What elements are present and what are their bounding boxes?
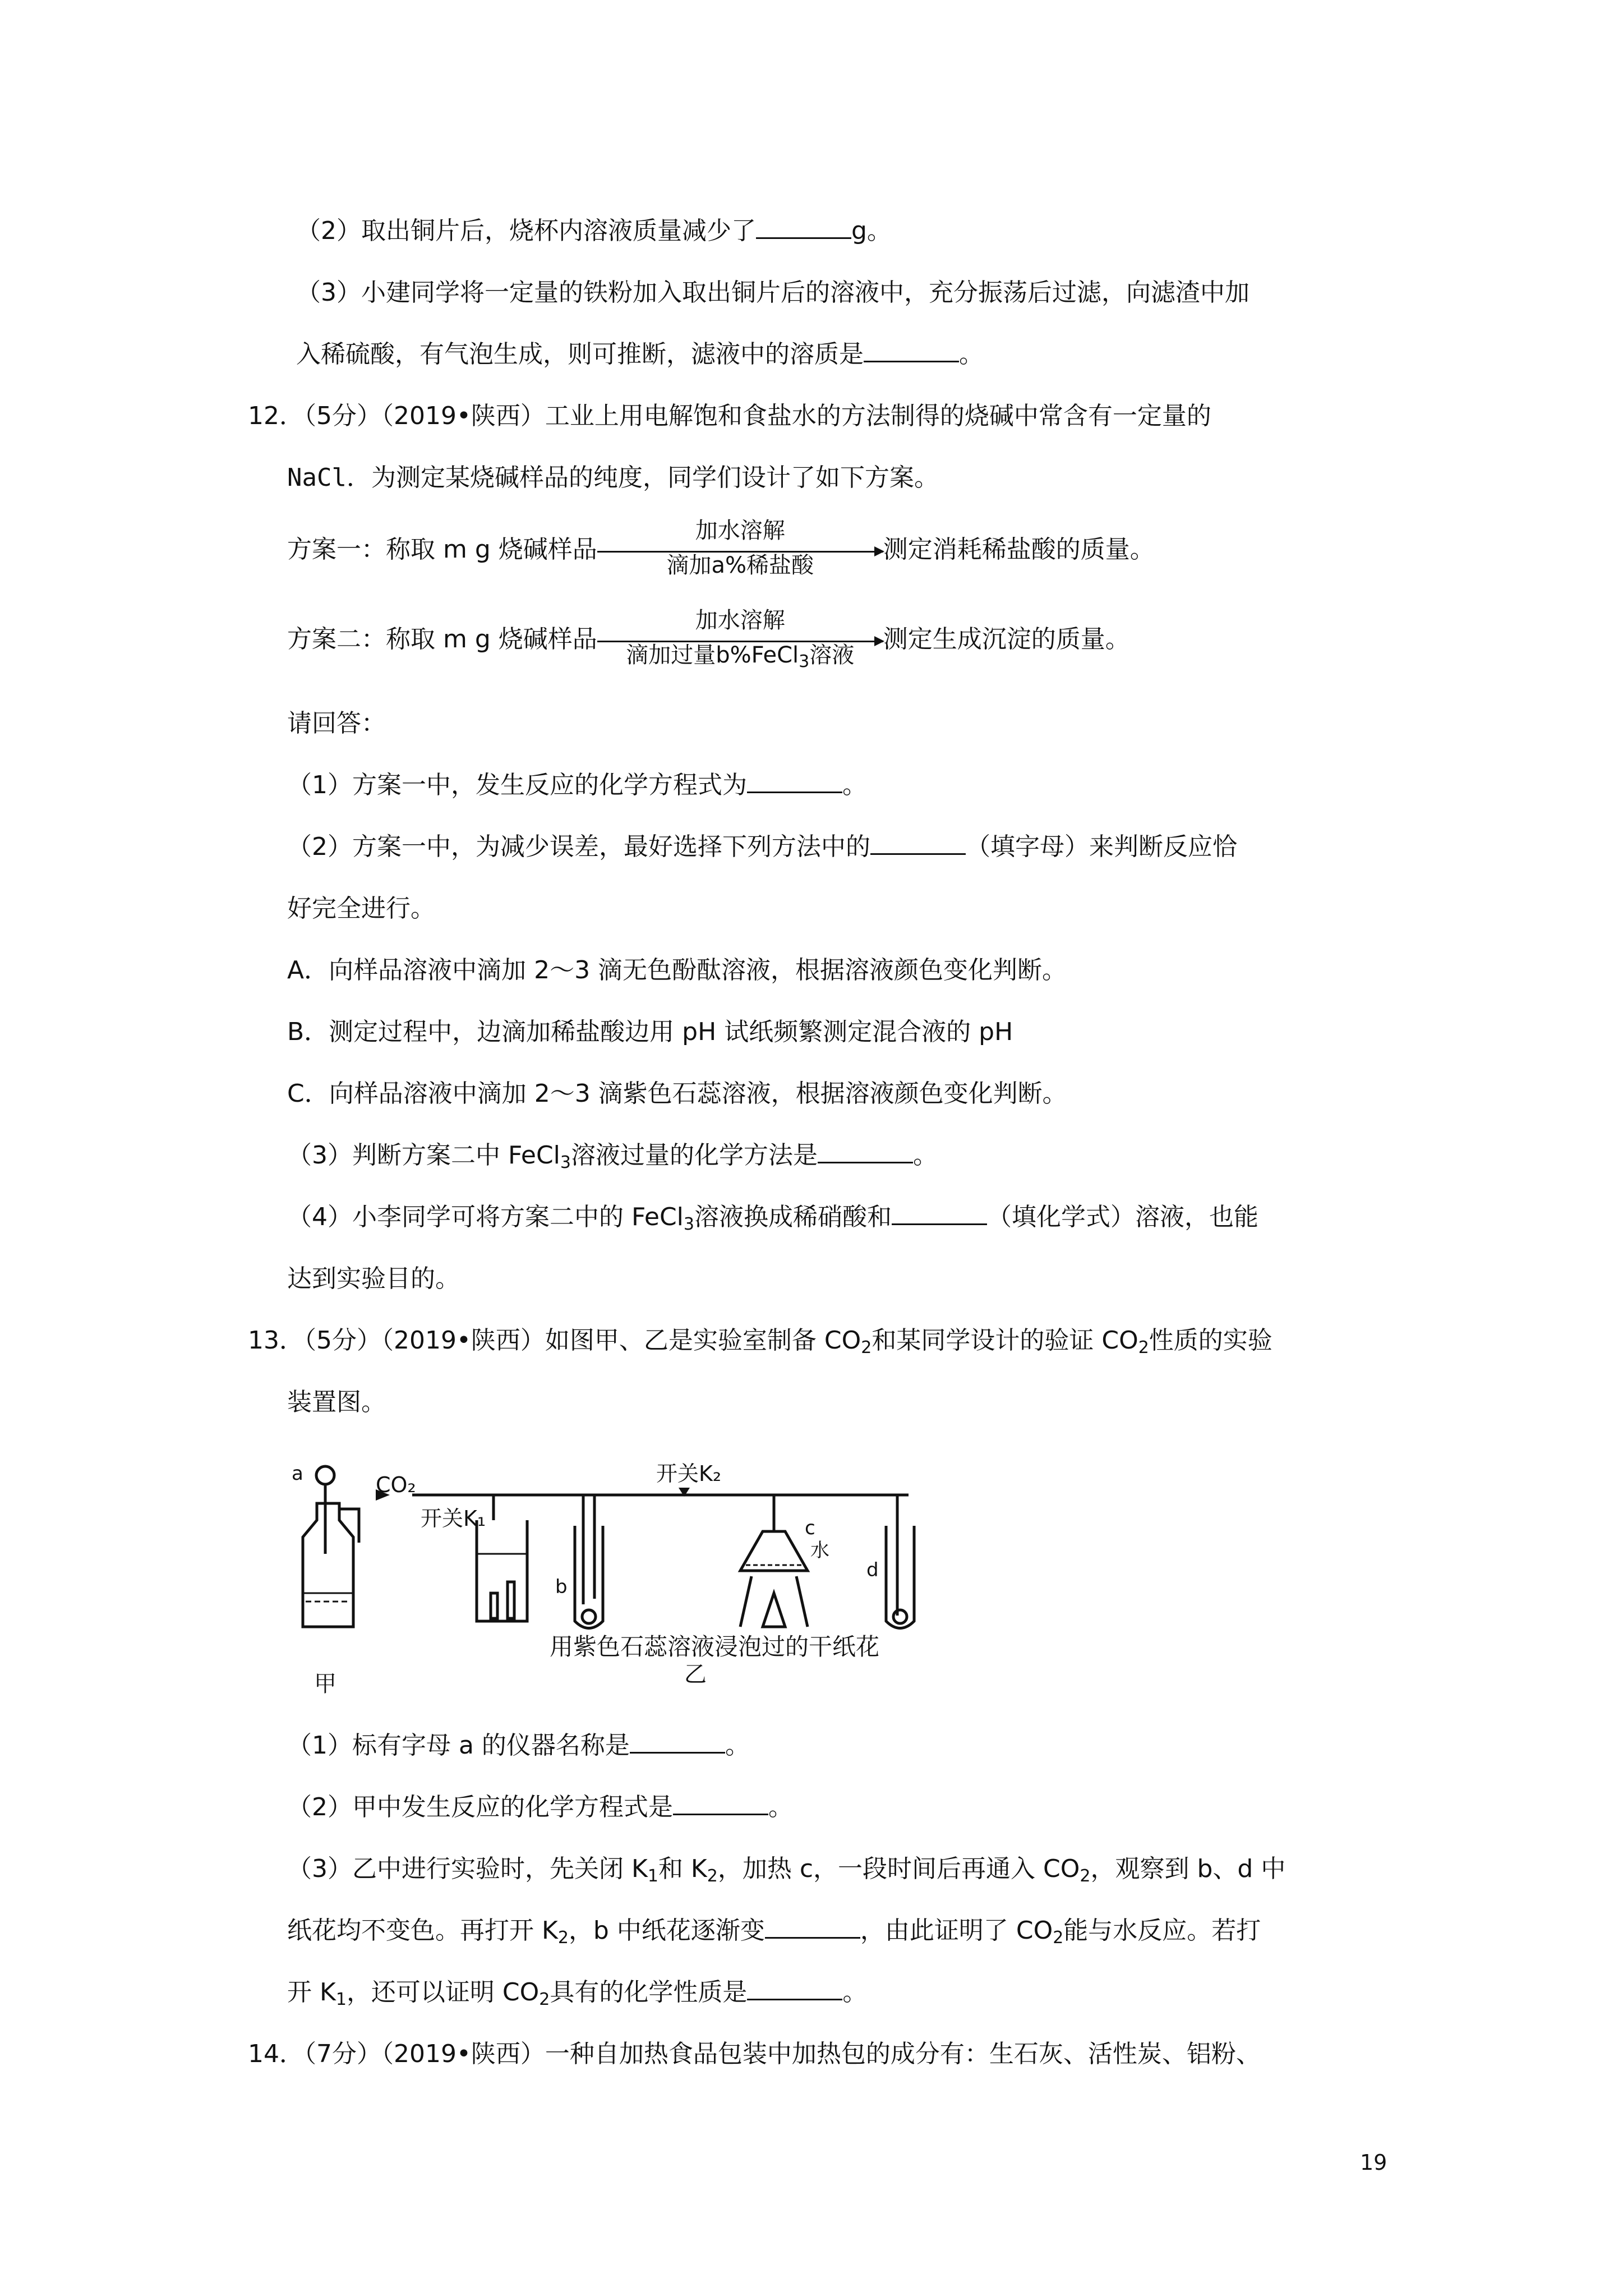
option-a: A．向样品溶液中滴加 2～3 滴无色酚酞溶液，根据溶液颜色变化判断。: [287, 956, 1067, 984]
answer-blank[interactable]: [673, 1791, 768, 1815]
label-a: a: [292, 1462, 303, 1485]
test-tube-d: [886, 1526, 914, 1628]
q12-part2: （2）方案一中，为减少误差，最好选择下列方法中的 （填字母）来判断反应恰: [287, 830, 1237, 864]
reaction-arrow: 加水溶解 滴加a%稀盐酸: [597, 534, 883, 568]
candle: [491, 1593, 497, 1618]
caption-jia: 甲: [314, 1671, 336, 1694]
alcohol-lamp: [763, 1593, 785, 1627]
label-k2: 开关K₂: [656, 1461, 722, 1486]
label-co2: CO₂: [376, 1473, 416, 1497]
answer-blank[interactable]: [747, 769, 842, 793]
answer-blank[interactable]: [756, 215, 851, 239]
plan-one: 方案一：称取 m g 烧碱样品 加水溶解 滴加a%稀盐酸 测定消耗稀盐酸的质量。: [287, 518, 1155, 578]
plan-two: 方案二：称取 m g 烧碱样品 加水溶解 滴加过量b%FeCl$_3$溶液 测定生成沉淀的质量。: [287, 608, 1130, 671]
q13-part3-line1: （3）乙中进行实验时，先关闭 $K_1$和 $K_2$，加热 c，一段时间后再通入 $CO_2$，观察到 b、d 中: [287, 1855, 1286, 1886]
q13-part3-line3: 开 $K_1$，还可以证明 $CO_2$具有的化学性质是 。: [287, 1976, 867, 2017]
q12-heading-line2: NaCl．为测定某烧碱样品的纯度，同学们设计了如下方案。: [287, 463, 939, 492]
page-number: 19: [1360, 2150, 1387, 2175]
q11-part2: （2）取出铜片后，烧杯内溶液质量减少了 g。: [296, 214, 892, 248]
reaction-arrow: 加水溶解 滴加过量b%FeCl$_3$溶液: [597, 624, 883, 657]
answer-blank[interactable]: [630, 1729, 725, 1754]
caption-yi: 乙: [684, 1662, 707, 1687]
option-b: B．测定过程中，边滴加稀盐酸边用 pH 试纸频繁测定混合液的 pH: [287, 1018, 1013, 1046]
option-c: C．向样品溶液中滴加 2～3 滴紫色石蕊溶液，根据溶液颜色变化判断。: [287, 1079, 1067, 1108]
q13-heading-line2: 装置图。: [287, 1388, 386, 1416]
label-k1: 开关K₁: [421, 1506, 486, 1531]
q11-part3-line1: （3）小建同学将一定量的铁粉加入取出铜片后的溶液中，充分振荡后过滤，向滤渣中加: [296, 278, 1249, 307]
funnel-top: [316, 1466, 334, 1484]
label-d: d: [866, 1559, 879, 1581]
q13-part2: （2）甲中发生反应的化学方程式是 。: [287, 1791, 793, 1824]
q11-part3-line2: 入稀硫酸，有气泡生成，则可推断，滤液中的溶质是 。: [296, 338, 984, 371]
q13-heading: 13．（5分）（2019•陕西）如图甲、乙是实验室制备 $CO_2$和某同学设计的验证 $CO_2$性质的实验: [248, 1326, 1272, 1358]
q12-part1: （1）方案一中，发生反应的化学方程式为 。: [287, 769, 867, 802]
label-c: c: [805, 1517, 815, 1539]
answer-blank[interactable]: [870, 831, 966, 855]
apparatus-figure: [292, 1458, 965, 1694]
q12-part4: （4）小李同学可将方案二中的 FeCl$_3$溶液换成稀硝酸和 （填化学式）溶液，也能: [287, 1200, 1258, 1241]
answer-blank[interactable]: [765, 1915, 860, 1939]
q14-heading: 14．（7分）（2019•陕西）一种自加热食品包装中加热包的成分有：生石灰、活性炭、铝粉、: [248, 2040, 1261, 2068]
beaker: [477, 1520, 527, 1621]
q12-heading: 12．（5分）（2019•陕西）工业上用电解饱和食盐水的方法制得的烧碱中常含有一定量的: [248, 402, 1211, 430]
answer-blank[interactable]: [892, 1201, 987, 1225]
q12-part2-line2: 好完全进行。: [287, 894, 435, 923]
q12-part3: （3）判断方案二中 FeCl$_3$溶液过量的化学方法是 。: [287, 1139, 938, 1180]
label-b: b: [555, 1576, 568, 1598]
generator-flask: [303, 1503, 353, 1627]
tripod: [740, 1576, 808, 1627]
answer-blank[interactable]: [747, 1976, 842, 2000]
q13-part3-line2: 纸花均不变色。再打开 $K_2$，b 中纸花逐渐变 ，由此证明了 $CO_2$能与水反应。若打: [287, 1914, 1261, 1955]
answer-blank[interactable]: [864, 338, 959, 362]
q13-part1: （1）标有字母 a 的仪器名称是 。: [287, 1729, 750, 1763]
q12-part4-line2: 达到实验目的。: [287, 1264, 460, 1293]
caption-flower: 用紫色石蕊溶液浸泡过的干纸花: [550, 1633, 880, 1660]
answer-blank[interactable]: [818, 1139, 913, 1163]
label-water: 水: [810, 1539, 829, 1562]
test-tube-b: [575, 1526, 603, 1628]
candle: [508, 1582, 514, 1618]
please-answer: 请回答：: [287, 709, 386, 738]
